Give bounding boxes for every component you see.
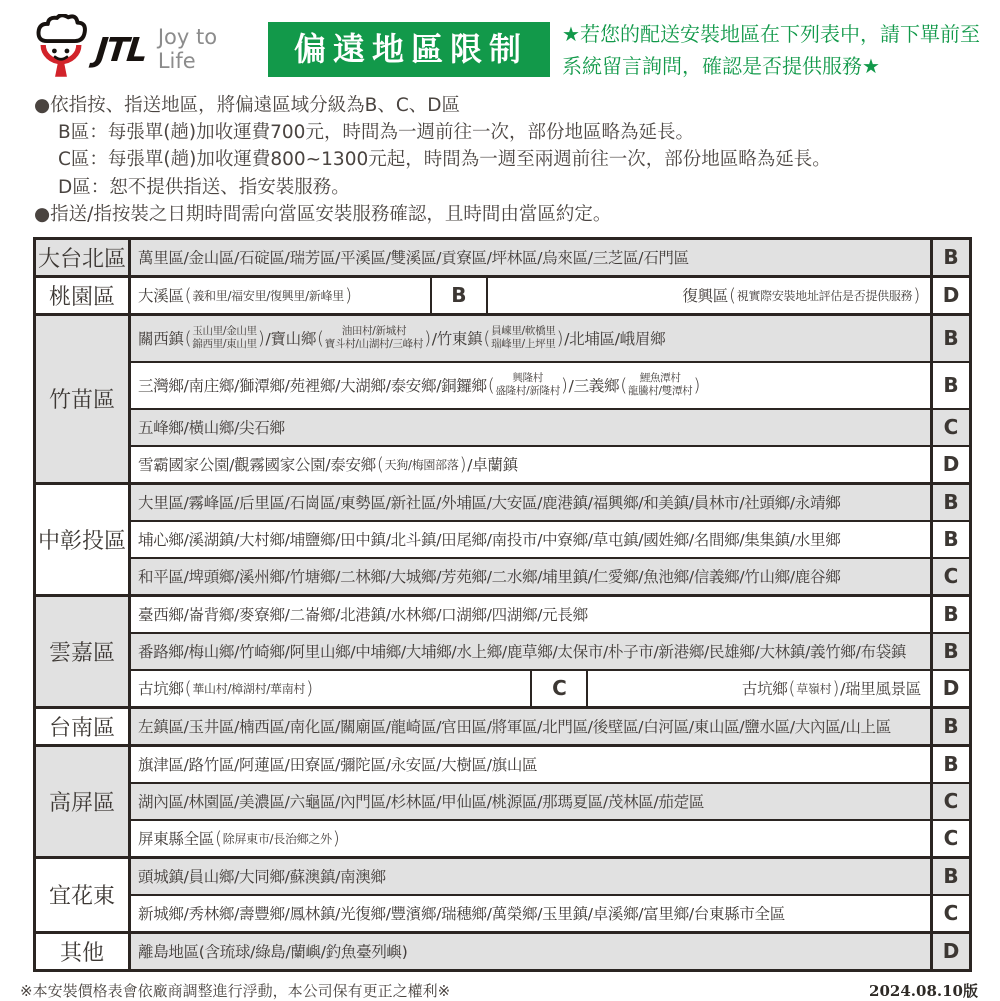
zone-cell: D <box>930 934 969 969</box>
area-cell <box>131 278 430 313</box>
area-subtext-stacked: 鯉魚潭村 龍騰村/雙潭村 <box>627 372 693 398</box>
region-label: 台南區 <box>36 709 131 744</box>
table-row <box>131 782 969 819</box>
region-label: 雲嘉區 <box>36 597 131 706</box>
zone-cell: C <box>930 559 969 594</box>
region-group <box>36 706 969 744</box>
area-subtext-stacked: 油田村/新城村 寶斗村/山湖村/三峰村 <box>324 325 424 351</box>
paren-open: ( <box>487 374 495 396</box>
area-subtext-stacked: 興隆村 盛隆村/新隆村 <box>495 372 560 398</box>
footer <box>0 972 1000 1001</box>
table-row <box>131 278 969 313</box>
area-text: 雪霸國家公園/觀霧國家公園/泰安鄉 <box>138 456 376 475</box>
zone-cell: D <box>930 278 969 313</box>
table-row <box>131 669 969 706</box>
table-row <box>131 408 969 445</box>
table-row <box>131 361 969 408</box>
region-group <box>36 482 969 594</box>
table-row <box>131 859 969 894</box>
table-row <box>131 445 969 482</box>
paren-open: ( <box>184 327 192 349</box>
zone-definition-line-5: ●指送/指按裝之日期時間需向當區安裝服務確認，且時間由當區約定。 <box>34 203 612 225</box>
area-subtext-stacked: 玉山里/金山里 錦西里/東山里 <box>192 325 257 351</box>
zone-cell: C <box>930 896 969 931</box>
area-text: 旗津區/路竹區/阿蓮區/田寮區/彌陀區/永安區/大樹區/旗山區 <box>138 756 538 775</box>
paren-open: ( <box>729 284 736 306</box>
area-text: /瑞里風景區 <box>840 680 921 699</box>
zone-cell-mid: B <box>430 278 488 313</box>
table-row <box>131 240 969 275</box>
zone-cell: B <box>930 634 969 669</box>
area-text: 離島地區(含琉球/綠島/蘭嶼/釣魚臺列嶼) <box>138 943 408 962</box>
region-group <box>36 240 969 275</box>
zone-cell: B <box>930 240 969 275</box>
brand-tagline: Joy to Life <box>157 25 218 73</box>
paren-open: ( <box>483 327 491 349</box>
zone-cell: B <box>930 709 969 744</box>
brand-wordmark: JTL <box>93 29 148 69</box>
zone-definition-line-3: C區：每張單(趟)加收運費800~1300元起，時間為一週至兩週前往一次，部份地區略為延長。 <box>58 149 831 171</box>
area-subtext: 草嶺村 <box>796 681 832 696</box>
area-text: 屏東縣全區 <box>138 830 215 849</box>
zone-cell: B <box>930 485 969 520</box>
area-text: 左鎮區/玉井區/楠西區/南化區/關廟區/龍崎區/官田區/將軍區/北門區/後壁區/白河區/東山區/鹽水區/大內區/山上區 <box>138 718 891 737</box>
area-text: 大里區/霧峰區/后里區/石崗區/東勢區/新社區/外埔區/大安區/鹿港鎮/福興鄉/和美鎮/員林市/社頭鄉/永靖鄉 <box>138 494 841 513</box>
area-text: 古坑鄉 <box>138 680 184 699</box>
zone-cell: C <box>930 410 969 445</box>
paren-open: ( <box>620 374 627 396</box>
area-text: /三義鄉 <box>568 377 620 396</box>
region-label: 其他 <box>36 934 131 969</box>
header-notice <box>562 16 980 82</box>
table-row <box>131 819 969 856</box>
table-row <box>131 894 969 931</box>
paren-close: ) <box>459 453 467 475</box>
table-row <box>131 485 969 520</box>
area-text: 三灣鄉/南庄鄉/獅潭鄉/苑裡鄉/大湖鄉/泰安鄉/銅鑼鄉 <box>138 377 487 396</box>
area-text: /寶山鄉 <box>265 330 317 349</box>
disclaimer-text: ※本安裝價格表會依廠商調整進行浮動，本公司保有更正之權利※ <box>20 981 451 1000</box>
region-group <box>36 275 969 313</box>
area-cell <box>131 240 930 275</box>
notice-line-2: 系統留言詢問，確認是否提供服務★ <box>562 54 880 78</box>
area-cell-right <box>488 278 930 313</box>
region-group <box>36 594 969 706</box>
version-label: 2024.08.10版 <box>869 981 978 1000</box>
area-cell <box>131 784 930 819</box>
paren-close: ) <box>832 677 840 699</box>
area-text: 大溪區 <box>138 287 184 306</box>
zone-cell: B <box>930 522 969 557</box>
table-row <box>131 597 969 632</box>
area-cell <box>131 747 930 782</box>
area-subtext: 除屏東市/長治鄉之外 <box>222 831 332 846</box>
zone-cell: C <box>930 821 969 856</box>
chef-mascot-icon <box>28 14 94 84</box>
region-label: 中彰投區 <box>36 485 131 594</box>
region-label: 竹苗區 <box>36 316 131 482</box>
area-cell <box>131 859 930 894</box>
zone-cell: B <box>930 597 969 632</box>
area-text: 新城鄉/秀林鄉/壽豐鄉/鳳林鎮/光復鄉/豐濱鄉/瑞穗鄉/萬榮鄉/玉里鎮/卓溪鄉/富里鄉/台東縣市全區 <box>138 905 785 924</box>
table-row <box>131 632 969 669</box>
table-row <box>131 709 969 744</box>
region-zone-table <box>33 237 972 972</box>
area-cell-right <box>588 671 930 706</box>
area-text: 番路鄉/梅山鄉/竹崎鄉/阿里山鄉/中埔鄉/大埔鄉/水上鄉/鹿草鄉/太保市/朴子市/新港鄉/民雄鄉/大林鎮/義竹鄉/布袋鎮 <box>138 643 907 662</box>
area-text: /竹東鎮 <box>431 330 483 349</box>
zone-definitions <box>0 84 1000 228</box>
area-cell <box>131 821 930 856</box>
table-row <box>131 557 969 594</box>
table-row <box>131 520 969 557</box>
area-text: 湖內區/林園區/美濃區/六龜區/內門區/杉林區/甲仙區/桃源區/那瑪夏區/茂林區/茄萣區 <box>138 793 705 812</box>
zone-cell: C <box>930 784 969 819</box>
table-row <box>131 316 969 361</box>
area-subtext: 義和里/福安里/復興里/新峰里 <box>192 288 344 303</box>
region-label: 大台北區 <box>36 240 131 275</box>
table-row <box>131 934 969 969</box>
paren-open: ( <box>215 827 222 849</box>
area-text: 復興區 <box>682 287 729 306</box>
area-text: 頭城鎮/員山鄉/大同鄉/蘇澳鎮/南澳鄉 <box>138 868 386 887</box>
area-cell <box>131 316 930 361</box>
paren-close: ) <box>560 374 568 396</box>
region-label: 高屏區 <box>36 747 131 856</box>
paren-close: ) <box>424 327 431 349</box>
zone-cell: D <box>930 447 969 482</box>
area-cell <box>131 447 930 482</box>
area-cell <box>131 410 930 445</box>
region-label: 宜花東 <box>36 859 131 931</box>
paren-open: ( <box>376 453 384 475</box>
area-cell <box>131 671 530 706</box>
area-text: 萬里區/金山區/石碇區/瑞芳區/平溪區/雙溪區/貢寮區/坪林區/烏來區/三芝區/石門區 <box>138 249 689 268</box>
paren-open: ( <box>184 677 192 699</box>
paren-close: ) <box>306 677 313 699</box>
zone-definition-line-4: D區：恕不提供指送、指安裝服務。 <box>58 176 350 198</box>
area-cell <box>131 597 930 632</box>
paren-close: ) <box>693 374 701 396</box>
area-cell <box>131 559 930 594</box>
area-subtext: 天狗/梅園部落 <box>384 457 459 472</box>
region-group <box>36 856 969 931</box>
area-cell <box>131 634 930 669</box>
region-group <box>36 931 969 969</box>
paren-close: ) <box>257 327 265 349</box>
zone-cell-mid: C <box>530 671 588 706</box>
area-subtext: 視實際安裝地址評估是否提供服務 <box>736 288 913 303</box>
area-text: 關西鎮 <box>138 330 184 349</box>
paren-open: ( <box>788 677 796 699</box>
area-subtext-stacked: 員崠里/軟橋里 瑞峰里/上坪里 <box>491 325 556 351</box>
area-cell <box>131 934 930 969</box>
paren-open: ( <box>184 284 192 306</box>
zone-cell: B <box>930 316 969 361</box>
zone-cell: D <box>930 671 969 706</box>
paren-close: ) <box>556 327 564 349</box>
area-text: 埔心鄉/溪湖鎮/大村鄉/埔鹽鄉/田中鎮/北斗鎮/田尾鄉/南投市/中寮鄉/草屯鎮/國姓鄉/名間鄉/集集鎮/水里鄉 <box>138 531 841 550</box>
area-cell <box>131 709 930 744</box>
paren-open: ( <box>317 327 324 349</box>
paren-close: ) <box>913 284 920 306</box>
area-text: 和平區/埤頭鄉/溪州鄉/竹塘鄉/二林鄉/大城鄉/芳苑鄉/二水鄉/埔里鎮/仁愛鄉/魚池鄉/信義鄉/竹山鄉/鹿谷鄉 <box>138 568 841 587</box>
area-text: 臺西鄉/崙背鄉/麥寮鄉/二崙鄉/北港鎮/水林鄉/口湖鄉/四湖鄉/元長鄉 <box>138 606 588 625</box>
area-text: /卓蘭鎮 <box>467 456 518 475</box>
zone-definition-line-1: ●依指按、指送地區，將偏遠區域分級為B、C、D區 <box>34 95 460 116</box>
area-cell <box>131 485 930 520</box>
area-cell <box>131 522 930 557</box>
area-subtext: 華山村/樟湖村/華南村 <box>192 681 306 696</box>
paren-close: ) <box>344 284 352 306</box>
jtl-logo <box>28 14 256 84</box>
notice-line-1: ★若您的配送安裝地區在下列表中，請下單前至 <box>562 22 980 46</box>
region-group <box>36 313 969 482</box>
zone-definition-line-2: B區：每張單(趟)加收運費700元，時間為一週前往一次，部份地區略為延長。 <box>58 122 694 144</box>
zone-cell: B <box>930 859 969 894</box>
area-cell <box>131 896 930 931</box>
header <box>0 0 1000 84</box>
area-text: 古坑鄉 <box>741 680 788 699</box>
paren-close: ) <box>332 827 340 849</box>
area-text: 五峰鄉/橫山鄉/尖石鄉 <box>138 419 285 438</box>
region-group <box>36 744 969 856</box>
area-text: /北埔區/峨眉鄉 <box>564 330 666 349</box>
region-label: 桃園區 <box>36 278 131 313</box>
zone-cell: B <box>930 363 969 408</box>
table-row <box>131 747 969 782</box>
title-banner: 偏遠地區限制 <box>268 22 550 77</box>
area-cell <box>131 363 930 408</box>
zone-cell: B <box>930 747 969 782</box>
